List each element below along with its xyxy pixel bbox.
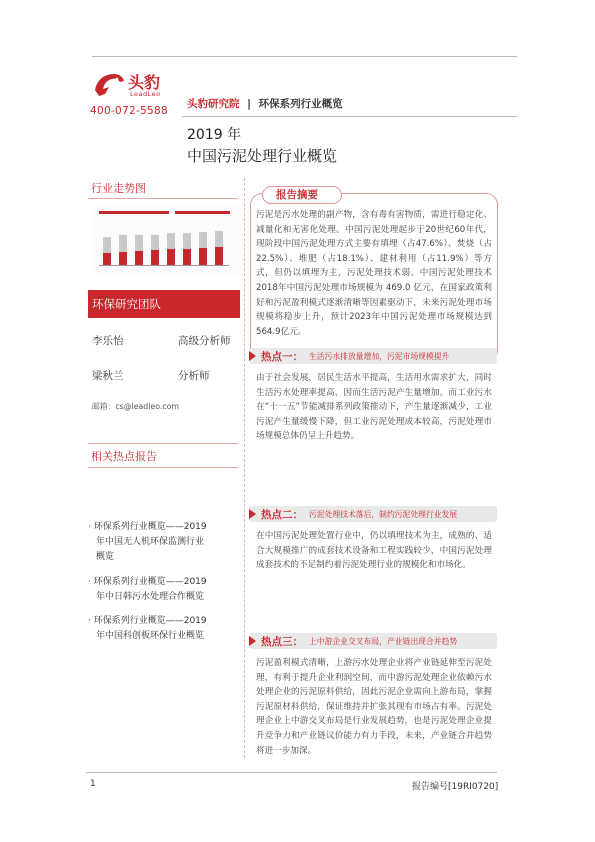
hotspot-2-headline: 污泥处理技术落后，制约污泥处理行业发展 [309,510,458,519]
hotspot-1-text: 由于社会发展，居民生活水平提高，生活用水需求扩大，同时生活污水处理率提高，因而生活污泥产生量增加。而工业污水在“十一五”节能减排系列政策推动下，产生量逐渐减少，工业污泥产生量缓慢下降，但工业污泥处理成本较高，污泥处理市场规模总体仍呈上升趋势。 [256,373,492,442]
related-report-1-line-1: · 环保系列行业概览——2019 [88,522,207,532]
page-title: 中国污泥处理行业概览 [187,147,338,165]
related-report-1[interactable] [88,520,238,565]
summary-text: 污泥是污水处理的副产物，含有毒有害物质，需进行稳定化、减量化和无害化处理。中国污泥处理起步于20世纪60年代，现阶段中国污泥处理方式主要有填埋（占47.6%）、焚烧（占22.5%）、堆肥（占18.1%）、建材利用（占11.9%）等方式，但仍以填埋为主，污泥处理技术弱。中国污泥处理技术2018年中国污泥处理市场规模为 469.0 亿元，在国家政策利好和污泥盈利模式逐渐清晰等因素驱动下，未来污泥处理市场规模将稳步上升，预计2023年中国污泥处理市场规模达到564.9亿元。 [256,210,492,337]
hotspot-3-headline: 上中游企业交叉布局，产业链出现合并趋势 [309,637,458,646]
header-rule [182,116,517,117]
arrow-right-icon [249,509,256,519]
hotspot-2-tag [249,506,497,522]
brand-logo [92,70,172,102]
related-report-3[interactable] [88,614,238,644]
header-series-line [187,96,343,111]
related-report-3-line-2: 年中国科创板环保行业概览 [96,631,205,641]
hotspot-2-text: 在中国污泥处理处置行业中，仍以填埋技术为主，成熟的、适合大规模推广的成套技术设备和工程实践较少，中国污泥处理成套技术的不足制约着污泥处理行业的规模化和市场化。 [256,531,492,571]
trend-section-title: 行业走势图 [91,182,146,195]
hotspot-3-label: 热点三： [261,636,303,648]
logo-text: 头豹 [128,73,161,92]
related-report-1-line-3: 概览 [96,552,115,562]
footer-rule [86,772,497,773]
top-rule [92,56,517,57]
column-divider [244,178,245,758]
arrow-right-icon [249,636,256,646]
series-name: 环保系列行业概览 [258,98,343,110]
hotspot-3-tag [249,633,497,649]
reports-title-rule [88,467,238,468]
phone-number: 400-072-5588 [90,105,168,117]
related-report-1-line-2: 年中国无人机环保监测行业 [96,537,205,547]
hotspot-2-label: 热点二： [261,509,303,521]
summary-title: 报告摘要 [276,189,318,201]
arrow-right-icon [249,351,256,361]
hotspot-1-tag [249,348,497,364]
related-report-2-line-1: · 环保系列行业概览——2019 [88,577,207,587]
hotspot-3-text: 污泥盈利模式清晰，上游污水处理企业将产业链延伸至污泥处理，有利于提升企业利润空间，而中游污泥处理企业依赖污水处理企业的污泥原料供给，因此污泥企业需向上游布局，掌握污泥原材料供给，保证维持并扩张其现有市场占有率。污泥处理企业上中游交叉布局是行业发展趋势，也是污泥处理企业提升竞争力和产业链议价能力有力手段，未来，产业链合并趋势将进一步加深。 [256,658,492,756]
trend-chart-thumbnail [95,205,240,277]
related-report-3-line-1: · 环保系列行业概览——2019 [88,616,207,626]
institute-name: 头豹研究院 [187,98,240,110]
header-separator: | [247,98,251,110]
member-name-1: 李乐怡 [92,335,124,347]
related-report-2[interactable] [88,575,238,605]
member-role-1: 高级分析师 [178,335,231,347]
report-number: 报告编号[19RI0720] [412,782,499,792]
reports-top-rule [88,443,238,444]
reports-section-title: 相关热点报告 [91,450,157,463]
hotspot-1-label: 热点一： [261,351,303,363]
trend-chart-thumbnail-graphic [95,205,240,277]
page-number: 1 [90,779,96,789]
team-email[interactable]: 邮箱：cs@leadleo.com [92,402,179,411]
member-name-2: 梁秋兰 [92,370,124,382]
related-report-2-line-2: 年中日韩污水处理合作概览 [96,592,205,602]
team-section-title: 环保研究团队 [92,297,161,311]
report-year: 2019 年 [187,127,242,143]
leopard-logo-icon [92,70,126,100]
logo-subtext: LeadLeo [130,90,161,98]
hotspot-1-headline: 生活污水排放量增加，污泥市场规模提升 [309,352,450,361]
trend-title-rule [88,198,238,199]
member-role-2: 分析师 [178,370,210,382]
